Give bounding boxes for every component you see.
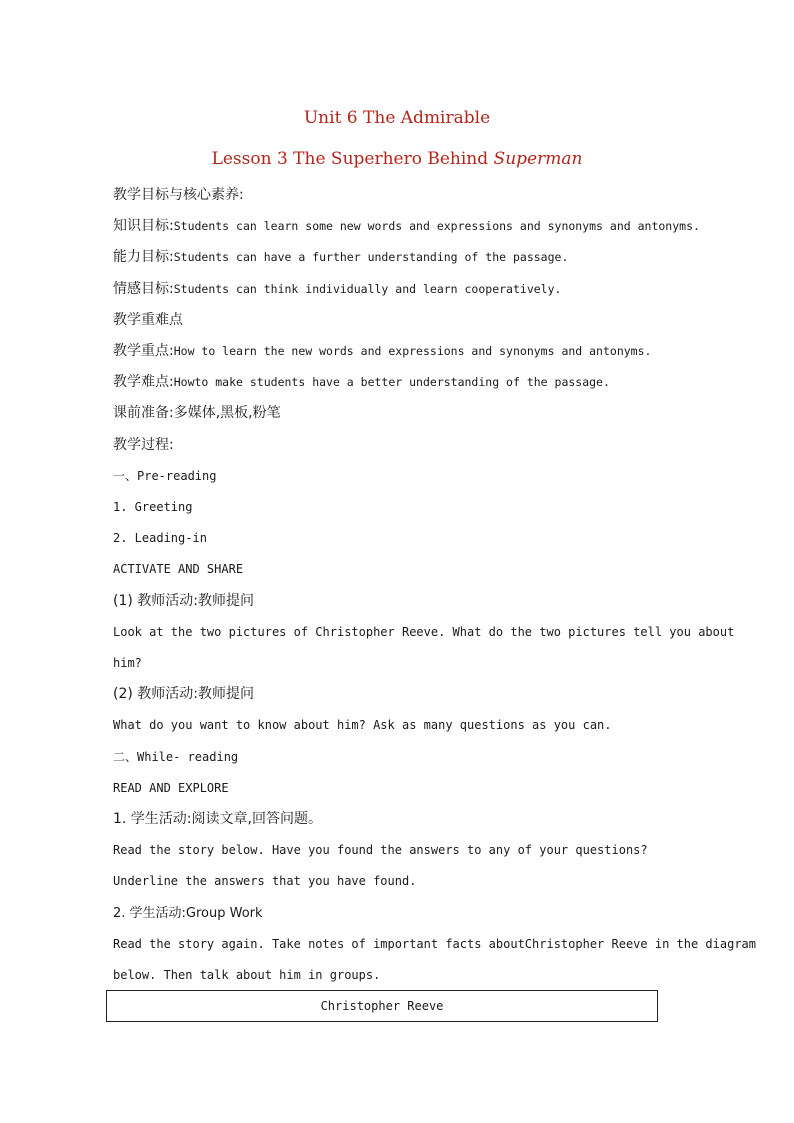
key-point-text: How to learn the new words and expressions and synonyms and antonyms.	[173, 344, 652, 358]
preparation: 课前准备:多媒体,黑板,粉笔	[113, 405, 281, 421]
knowledge-label: 知识目标:	[113, 218, 174, 234]
unit-title: Unit 6 The Admirable	[303, 108, 491, 128]
lesson-title-italic: Superman	[493, 149, 583, 169]
ability-objective	[113, 249, 713, 265]
section2-activity2-text: 2. 学生活动:Group Work	[113, 906, 263, 921]
section2-activity2-text-line1: Read the story again. Take notes of important facts aboutChristopher Reeve in the diagram	[113, 937, 756, 951]
ability-label: 能力目标:	[113, 249, 174, 265]
section1-activity1-text-line1: Look at the two pictures of Christopher Reeve. What do the two pictures tell you about	[113, 625, 735, 639]
section2-activity1-text-line2: Underline the answers that you have found.	[113, 874, 417, 888]
lesson-title-text: Lesson 3 The Superhero Behind	[211, 149, 494, 169]
diagram-table	[106, 990, 658, 1022]
difficult-point-text: Howto make students have a better understanding of the passage.	[173, 375, 610, 389]
section1-title: 一、Pre-reading	[113, 469, 217, 483]
table-header-christopher-reeve: Christopher Reeve	[320, 999, 444, 1013]
emotion-label: 情感目标:	[113, 281, 174, 297]
section1-activity2-text: What do you want to know about him? Ask as many questions as you can.	[113, 718, 612, 732]
key-point	[113, 343, 713, 359]
section2-activity1-text-line1: Read the story below. Have you found the answers to any of your questions?	[113, 843, 648, 857]
section1-activity1-text-line2: him?	[113, 656, 142, 670]
emotion-objective	[113, 281, 713, 297]
section2-activity2-label	[113, 905, 713, 922]
section2-activity2-text-line2: below. Then talk about him in groups.	[113, 968, 381, 982]
process-heading: 教学过程:	[113, 437, 174, 453]
section2-activity1-label: 1. 学生活动:阅读文章,回答问题。	[113, 811, 322, 827]
knowledge-objective	[113, 218, 713, 234]
difficult-point	[113, 374, 713, 390]
section1-item-leading-in: 2. Leading-in	[113, 531, 207, 545]
key-points-heading: 教学重难点	[113, 312, 183, 328]
section2-title: 二、While- reading	[113, 750, 239, 764]
lesson-title	[0, 149, 794, 169]
activate-share-heading: ACTIVATE AND SHARE	[113, 562, 244, 576]
ability-text: Students can have a further understanding of the passage.	[173, 250, 569, 264]
read-explore-heading: READ AND EXPLORE	[113, 781, 229, 795]
knowledge-text: Students can learn some new words and expressions and synonyms and antonyms.	[173, 219, 700, 233]
objectives-heading: 教学目标与核心素养:	[113, 187, 244, 203]
section1-activity2-label: (2) 教师活动:教师提问	[113, 686, 254, 702]
section1-item-greeting: 1. Greeting	[113, 500, 193, 514]
emotion-text: Students can think individually and learn cooperatively.	[173, 282, 562, 296]
key-point-label: 教学重点:	[113, 343, 174, 359]
section1-activity1-label: (1) 教师活动:教师提问	[113, 593, 254, 609]
difficult-point-label: 教学难点:	[113, 374, 174, 390]
